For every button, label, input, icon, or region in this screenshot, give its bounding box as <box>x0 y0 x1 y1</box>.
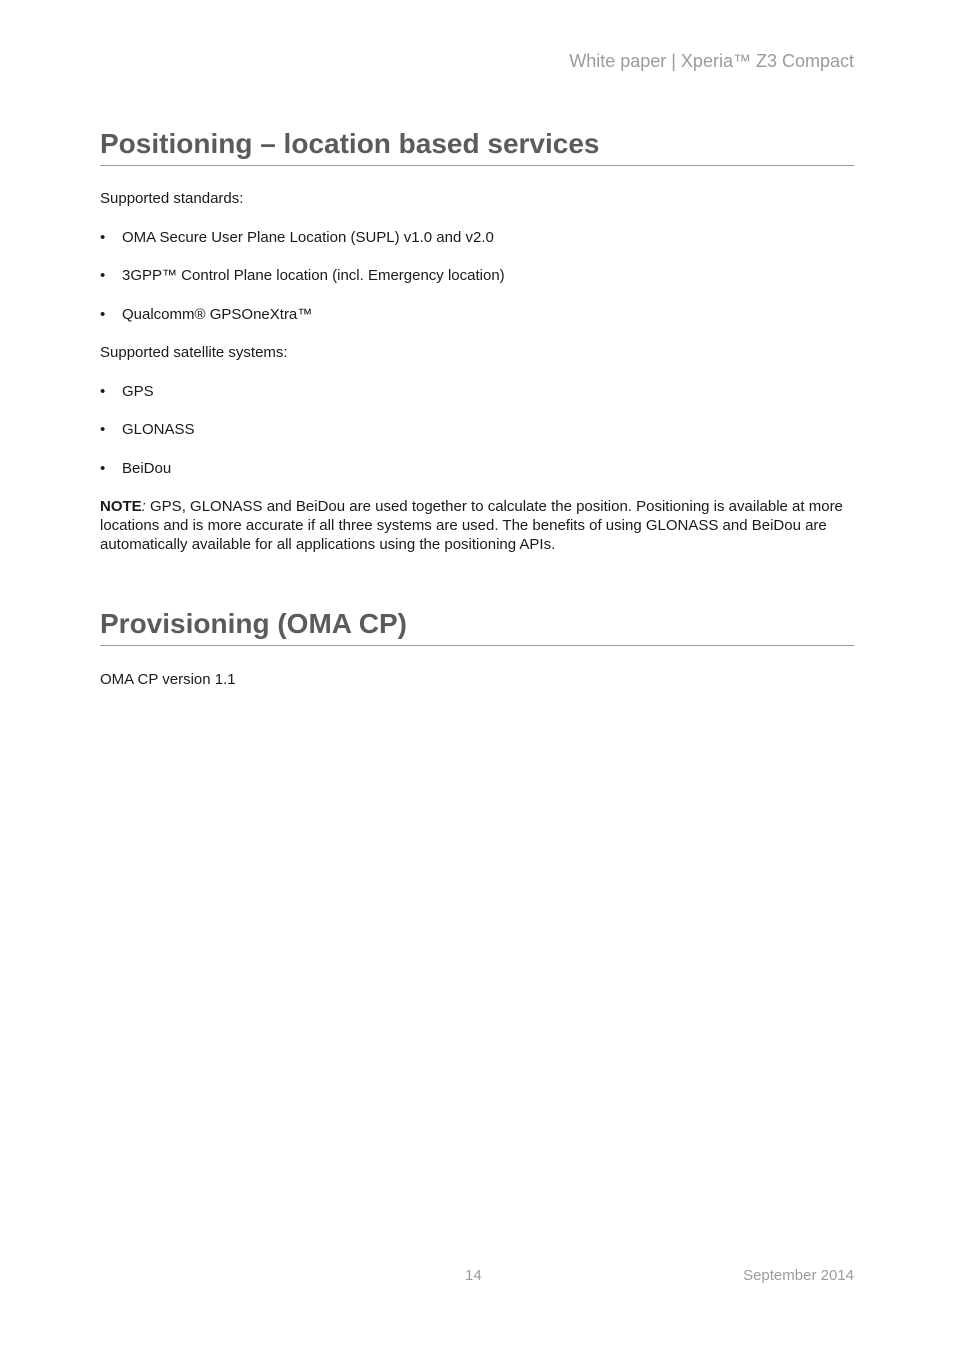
list-item-text: BeiDou <box>122 460 172 477</box>
bullet-icon: • <box>100 383 106 400</box>
document-header: White paper | Xperia™ Z3 Compact <box>569 51 854 71</box>
list-item-text: 3GPP™ Control Plane location (incl. Emergency location) <box>122 267 505 284</box>
bullet-icon: • <box>100 306 106 323</box>
list-item-text: Qualcomm® GPSOneXtra™ <box>122 306 313 323</box>
list-item-text: GPS <box>122 383 154 400</box>
note-colon: : <box>141 498 146 515</box>
provisioning-body: OMA CP version 1.1 <box>100 671 236 688</box>
supported-standards-label: Supported standards: <box>100 190 244 207</box>
note-paragraph <box>100 497 854 554</box>
page-number: 14 <box>465 1267 482 1284</box>
bullet-icon: • <box>100 267 106 284</box>
section-title-provisioning: Provisioning (OMA CP) <box>100 607 854 646</box>
supported-satellites-label: Supported satellite systems: <box>100 344 288 361</box>
bullet-icon: • <box>100 229 106 246</box>
section-title-positioning: Positioning – location based services <box>100 127 854 166</box>
list-item-text: GLONASS <box>122 421 195 438</box>
bullet-icon: • <box>100 460 106 477</box>
bullet-icon: • <box>100 421 106 438</box>
note-label: NOTE <box>100 498 142 515</box>
footer-date: September 2014 <box>743 1267 854 1284</box>
list-item-text: OMA Secure User Plane Location (SUPL) v1.0 and v2.0 <box>122 229 494 246</box>
note-text: GPS, GLONASS and BeiDou are used together to calculate the position. Positioning is available at more locations and is more accurate if all three systems are used. The benefits of using GLONASS and BeiDou are automatically available for all applications using the positioning APIs. <box>100 498 843 553</box>
